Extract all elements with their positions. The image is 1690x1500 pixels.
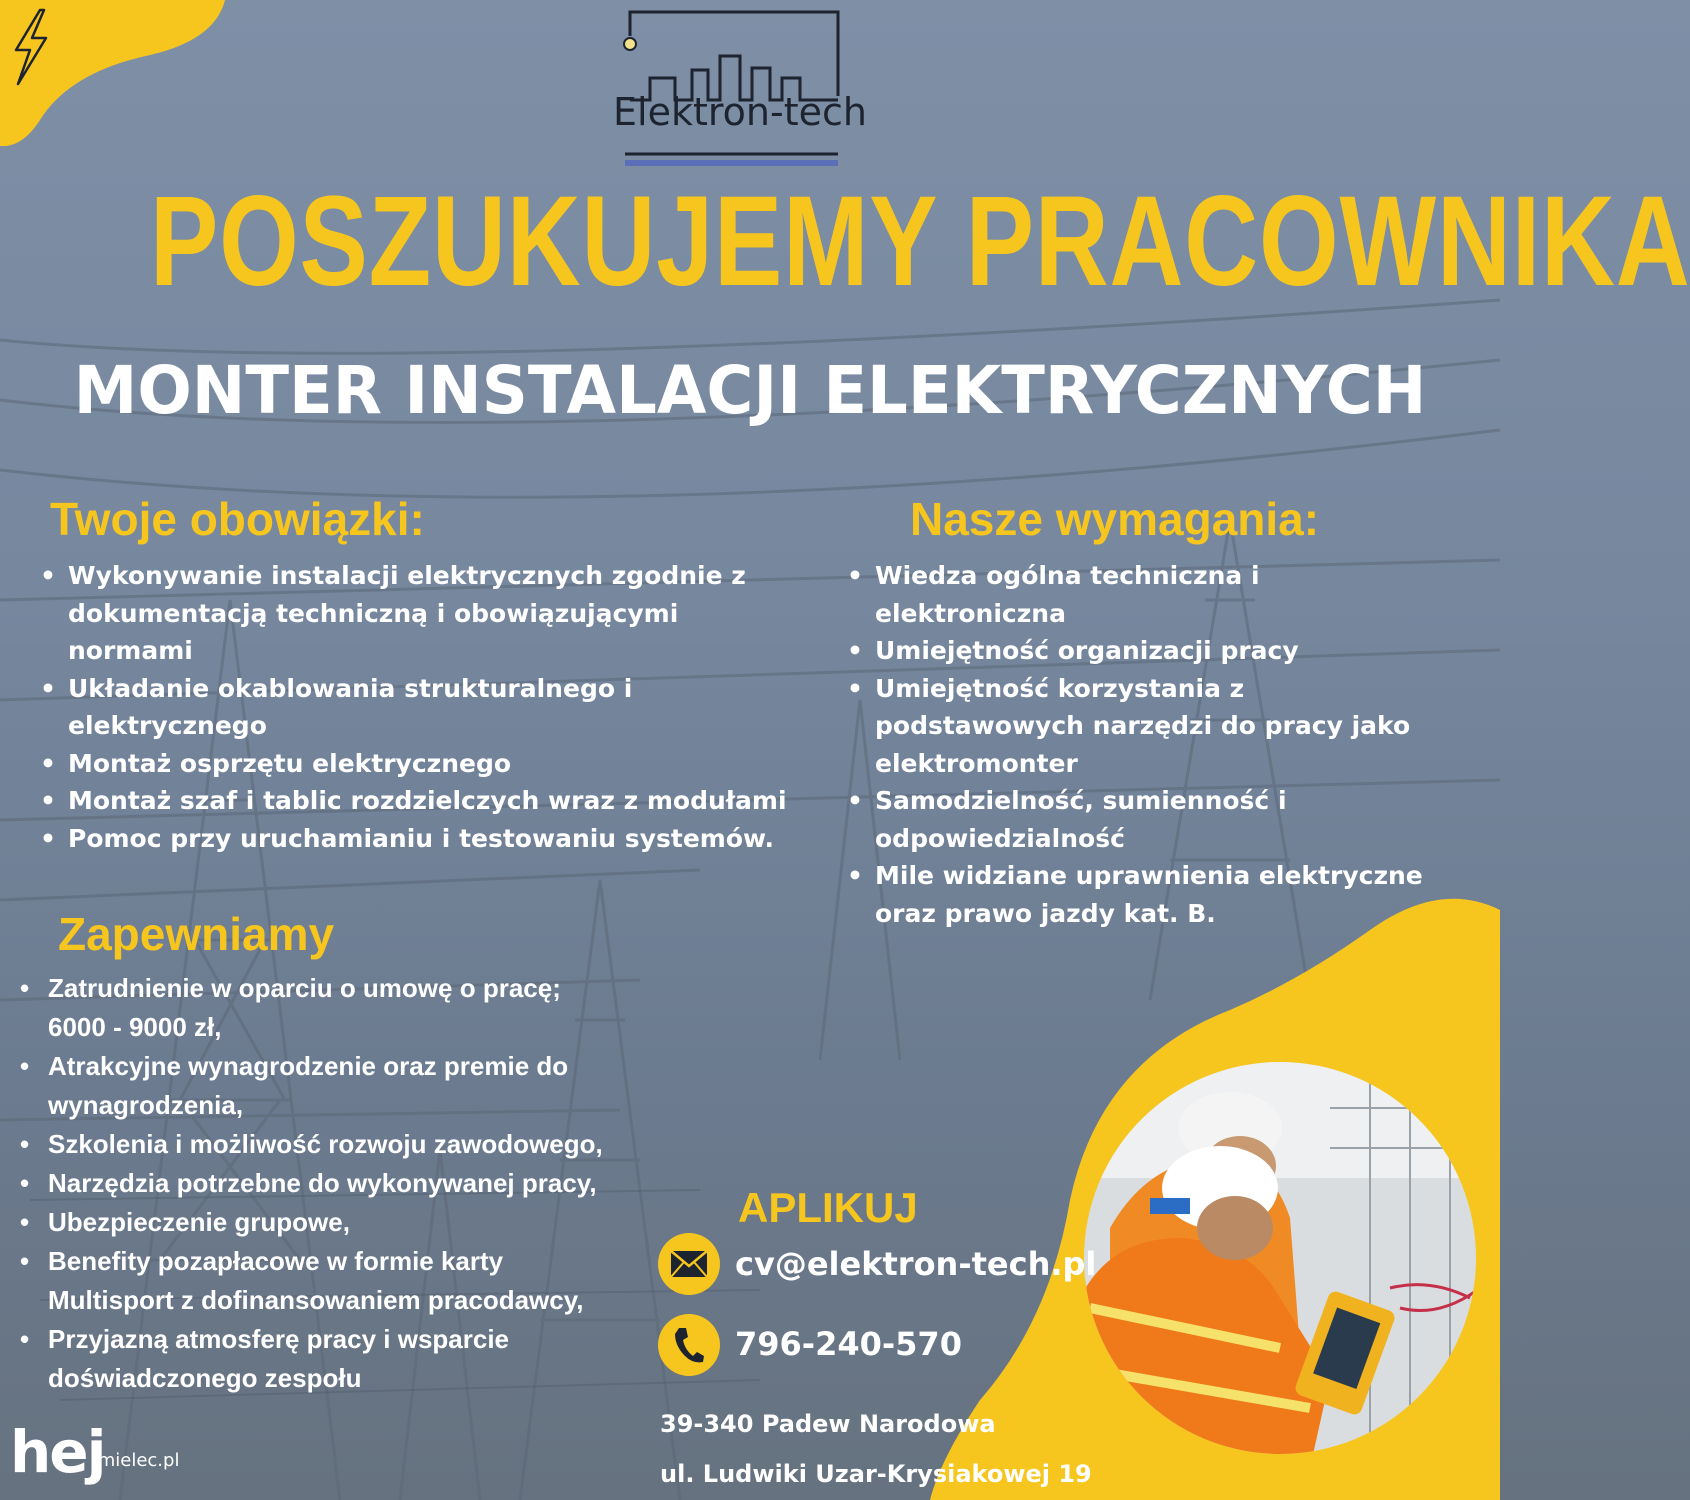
list-item: • Szkolenia i możliwość rozwoju zawodowego, xyxy=(18,1125,678,1164)
list-item: • Ubezpieczenie grupowe, xyxy=(18,1203,678,1242)
worker-photo xyxy=(1070,1048,1490,1468)
list-item: • Umiejętność korzystania z podstawowych narzędzi do pracy jako elektromonter xyxy=(845,670,1465,783)
headline: POSZUKUJEMY PRACOWNIKA xyxy=(150,170,1690,313)
email-link[interactable]: cv@elektron-tech.pl xyxy=(735,1245,1097,1283)
offer-list xyxy=(18,969,678,1398)
corner-shape xyxy=(0,0,240,150)
list-item: • Narzędzia potrzebne do wykonywanej pracy, xyxy=(18,1164,678,1203)
phone-link[interactable]: 796-240-570 xyxy=(735,1325,962,1363)
list-item: • Wykonywanie instalacji elektrycznych zgodnie z dokumentacją techniczną i obowiązującymi normami xyxy=(38,557,818,670)
list-item: • Umiejętność organizacji pracy xyxy=(845,632,1465,670)
list-item: • Pomoc przy uruchamianiu i testowaniu systemów. xyxy=(38,820,818,858)
requirements-title: Nasze wymagania: xyxy=(910,493,1320,545)
list-item: • Mile widziane uprawnienia elektryczne oraz prawo jazdy kat. B. xyxy=(845,857,1465,932)
watermark-site: .mielec.pl xyxy=(92,1450,180,1471)
address-line-1: 39-340 Padew Narodowa xyxy=(660,1410,996,1438)
watermark-logo: hej xyxy=(10,1418,105,1486)
list-item: • Benefity pozapłacowe w formie karty Multisport z dofinansowaniem pracodawcy, xyxy=(18,1242,678,1320)
requirements-list xyxy=(845,557,1465,932)
list-item: • Zatrudnienie w oparciu o umowę o pracę; 6000 - 9000 zł, xyxy=(18,969,678,1047)
position-title: MONTER INSTALACJI ELEKTRYCZNYCH xyxy=(73,352,1427,429)
phone-icon-badge xyxy=(658,1314,720,1376)
envelope-icon xyxy=(670,1250,708,1278)
list-item: • Montaż szaf i tablic rozdzielczych wraz z modułami xyxy=(38,782,818,820)
duties-title: Twoje obowiązki: xyxy=(50,493,425,545)
list-item: • Przyjazną atmosferę pracy i wsparcie doświadczonego zespołu xyxy=(18,1320,678,1398)
address-line-2: ul. Ludwiki Uzar-Krysiakowej 19 xyxy=(660,1460,1092,1488)
list-item: • Montaż osprzętu elektrycznego xyxy=(38,745,818,783)
list-item: • Układanie okablowania strukturalnego i elektrycznego xyxy=(38,670,818,745)
apply-title: APLIKUJ xyxy=(738,1184,918,1231)
list-item: • Samodzielność, sumienność i odpowiedzialność xyxy=(845,782,1465,857)
brand-name: Elektron-tech xyxy=(613,90,867,134)
list-item: • Atrakcyjne wynagrodzenie oraz premie do wynagrodzenia, xyxy=(18,1047,678,1125)
phone-icon xyxy=(673,1326,705,1364)
duties-list xyxy=(38,557,818,857)
list-item: • Wiedza ogólna techniczna i elektroniczna xyxy=(845,557,1465,632)
email-icon-badge xyxy=(658,1233,720,1295)
offer-title: Zapewniamy xyxy=(58,908,335,960)
